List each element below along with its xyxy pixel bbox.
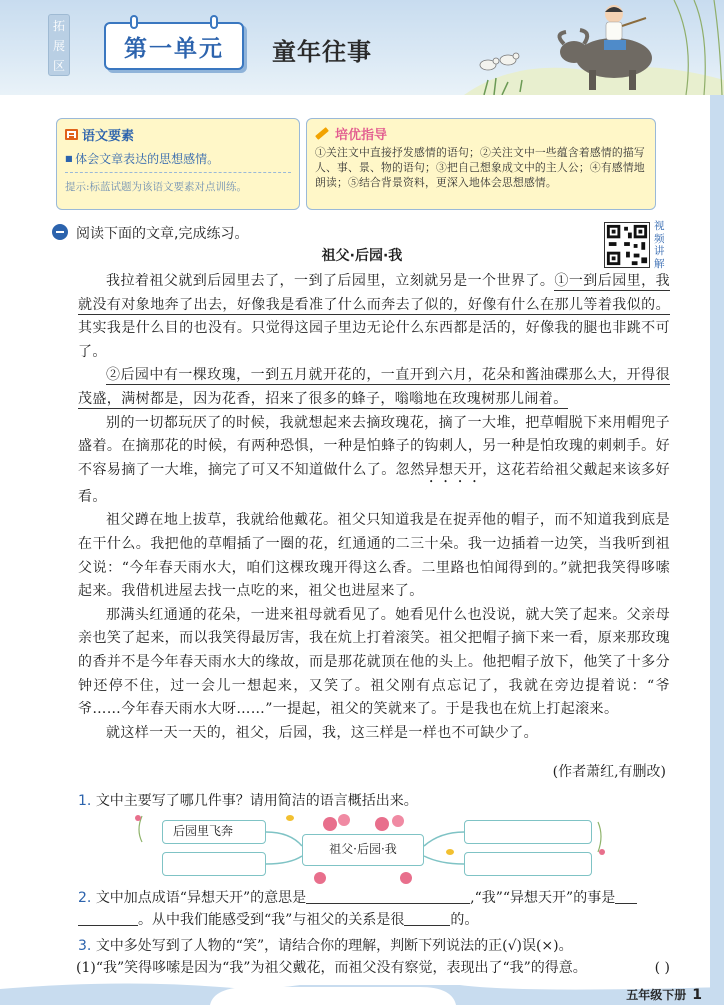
mind-map-box-1[interactable]: 后园里飞奔 bbox=[162, 820, 266, 844]
mind-map-center: 祖父·后园·我 bbox=[302, 834, 424, 866]
buffalo-boy-illustration bbox=[424, 0, 724, 95]
mind-map bbox=[130, 812, 610, 884]
unit-header bbox=[0, 0, 724, 95]
grade-label: 五年级下册 bbox=[626, 988, 687, 1002]
question-text: 文中多处写到了人物的“笑”，请结合你的理解，判断下列说法的正(√)误(×)。 bbox=[95, 938, 573, 954]
question-2 bbox=[78, 887, 672, 931]
yuwen-elements-title: 语文要素 bbox=[82, 129, 135, 144]
article-paragraph bbox=[78, 412, 670, 510]
answer-blank[interactable] bbox=[78, 912, 138, 926]
underlined-sentence-1: ①一到后园里，我就没有对象地奔了出去，好像我是看准了什么而奔去了似的，好像有什么在那儿等着我似的。 bbox=[78, 273, 670, 313]
question-number: 2. bbox=[78, 890, 92, 906]
yuwen-elements-box bbox=[56, 118, 300, 210]
article-paragraph bbox=[78, 270, 670, 364]
minus-circle-icon bbox=[52, 224, 68, 240]
article-paragraph bbox=[78, 364, 670, 411]
yuwen-elements-heading bbox=[65, 125, 291, 144]
page-number: 1 bbox=[692, 987, 702, 1003]
answer-blank[interactable] bbox=[615, 890, 637, 904]
dotted-idiom: 异想天开 bbox=[424, 461, 483, 478]
answer-blank[interactable] bbox=[306, 890, 470, 904]
yuwen-hint: 提示:标蓝试题为该语文要素对点训练。 bbox=[65, 181, 248, 193]
unit-badge bbox=[104, 22, 244, 70]
article-paragraph: 那满头红通通的花朵，一进来祖母就看见了。她看见什么也没说，就大笑了起来。父亲母亲也笑了起来，而以我笑得最厉害，我在炕上打着滚笑。祖父把帽子摘下来一看，原来那玫瑰的香并不是今年春天雨水大的缘故，而是那花就顶在他的头上。他把帽子放下，他笑了十多分钟还停不住，过一会儿一想起来，又笑了。祖父刚有点忘记了，我就在旁边提着说：“爷爷……今年春天雨水大呀……”一提起，祖父的笑就来了。于是我也在炕上打起滚来。 bbox=[78, 606, 670, 718]
answer-parentheses[interactable]: ( ) bbox=[654, 960, 670, 976]
yuwen-point: ■ 体会文章表达的思想感情。 bbox=[65, 150, 291, 173]
question-text: 文中加点成语“异想天开”的意思是 bbox=[95, 890, 307, 906]
article-text: 其实我是什么目的也没有。只觉得这园子里边无论什么东西都是活的，好像我的腿也非跳不可了。 bbox=[78, 320, 670, 360]
guide-text: ①关注文中直接抒发感情的语句；②关注文中一些蕴含着感情的描写人、事、景、物的语句；③把自己想象成文中的主人公；④有感情地朗读；⑤结合背景资料，更深入地体会思想感情。 bbox=[315, 146, 645, 189]
extension-tab: 拓展区 bbox=[48, 14, 70, 76]
question-text: 的。 bbox=[450, 912, 479, 928]
guide-title: 培优指导 bbox=[335, 128, 388, 143]
question-3 bbox=[78, 935, 672, 957]
book-icon bbox=[65, 129, 78, 140]
article-body bbox=[78, 270, 670, 745]
question-statement: (1)“我”笑得哆嗦是因为“我”为祖父戴花，而祖父没有察觉，表现出了“我”的得意。 bbox=[76, 960, 587, 976]
question-text: 。从中我们能感受到“我”与祖父的关系是很 bbox=[138, 912, 405, 928]
video-explain-label[interactable]: 视频讲解 bbox=[654, 220, 665, 270]
article-text: 别的一切都玩厌了的时候，我就想起来去摘玫瑰花，摘了一大堆，把草帽脱下来用帽兜子盛着。在摘那花的时候，有两种恐惧，一种是怕蜂子的钩刺人，另一种是怕玫瑰的刺刺手。好不容易摘了一大堆，摘完了可又不知道做什么了。忽然 bbox=[78, 414, 670, 478]
unit-title: 童年往事 bbox=[272, 38, 372, 66]
underlined-sentence-2: ②后园中有一棵玫瑰，一到五月就开花的，一直开到六月，花朵和酱油碟那么大，开得很茂盛，满树都是，因为花香，招来了很多的蜂子，嗡嗡地在玫瑰树那儿闹着。 bbox=[78, 367, 670, 407]
binder-ring-icon bbox=[130, 15, 138, 29]
question-number: 3. bbox=[78, 938, 92, 954]
article-text: ，这花若给祖父戴起来该多好看。 bbox=[78, 461, 670, 505]
footer-wave bbox=[0, 975, 724, 1005]
info-boxes bbox=[56, 116, 656, 212]
mind-map-box-4[interactable] bbox=[464, 852, 592, 876]
question-1 bbox=[78, 790, 672, 812]
page-footer bbox=[626, 986, 702, 1003]
answer-blank[interactable] bbox=[404, 912, 450, 926]
section-title: 阅读下面的文章,完成练习。 bbox=[76, 226, 249, 242]
guide-box bbox=[306, 118, 656, 210]
article-title: 祖父·后园·我 bbox=[321, 248, 403, 264]
article-paragraph: 就这样一天一天的，祖父，后园，我，这三样是一样也不可缺少了。 bbox=[106, 724, 538, 741]
binder-ring-icon bbox=[210, 15, 218, 29]
page-side-strip bbox=[710, 95, 724, 1005]
guide-heading bbox=[315, 124, 647, 143]
question-text: 文中主要写了哪几件事？请用简洁的语言概括出来。 bbox=[95, 793, 418, 809]
mind-map-box-3[interactable] bbox=[464, 820, 592, 844]
unit-label: 第一单元 bbox=[124, 35, 224, 62]
question-text: ,“我”“异想天开”的事是 bbox=[470, 890, 616, 906]
mind-map-box-2[interactable] bbox=[162, 852, 266, 876]
question-number: 1. bbox=[78, 793, 92, 809]
pencil-icon bbox=[315, 127, 329, 140]
article-source: (作者萧红,有删改) bbox=[552, 764, 666, 780]
article-paragraph: 祖父蹲在地上拔草，我就给他戴花。祖父只知道我是在捉弄他的帽子，而不知道我到底是在干什么。我把他的草帽插了一圈的花，红通通的二三十朵。我一边插着一边笑，当我听到祖父说：“今年春天雨水大，咱们这棵玫瑰开得这么香。二里路也怕闻得到的。”就把我笑得哆嗦起来。我借机进屋去找一点吃的来，祖父也进屋来了。 bbox=[78, 512, 670, 600]
article-text: 我拉着祖父就到后园里去了，一到了后园里，立刻就另是一个世界了。 bbox=[106, 273, 555, 289]
